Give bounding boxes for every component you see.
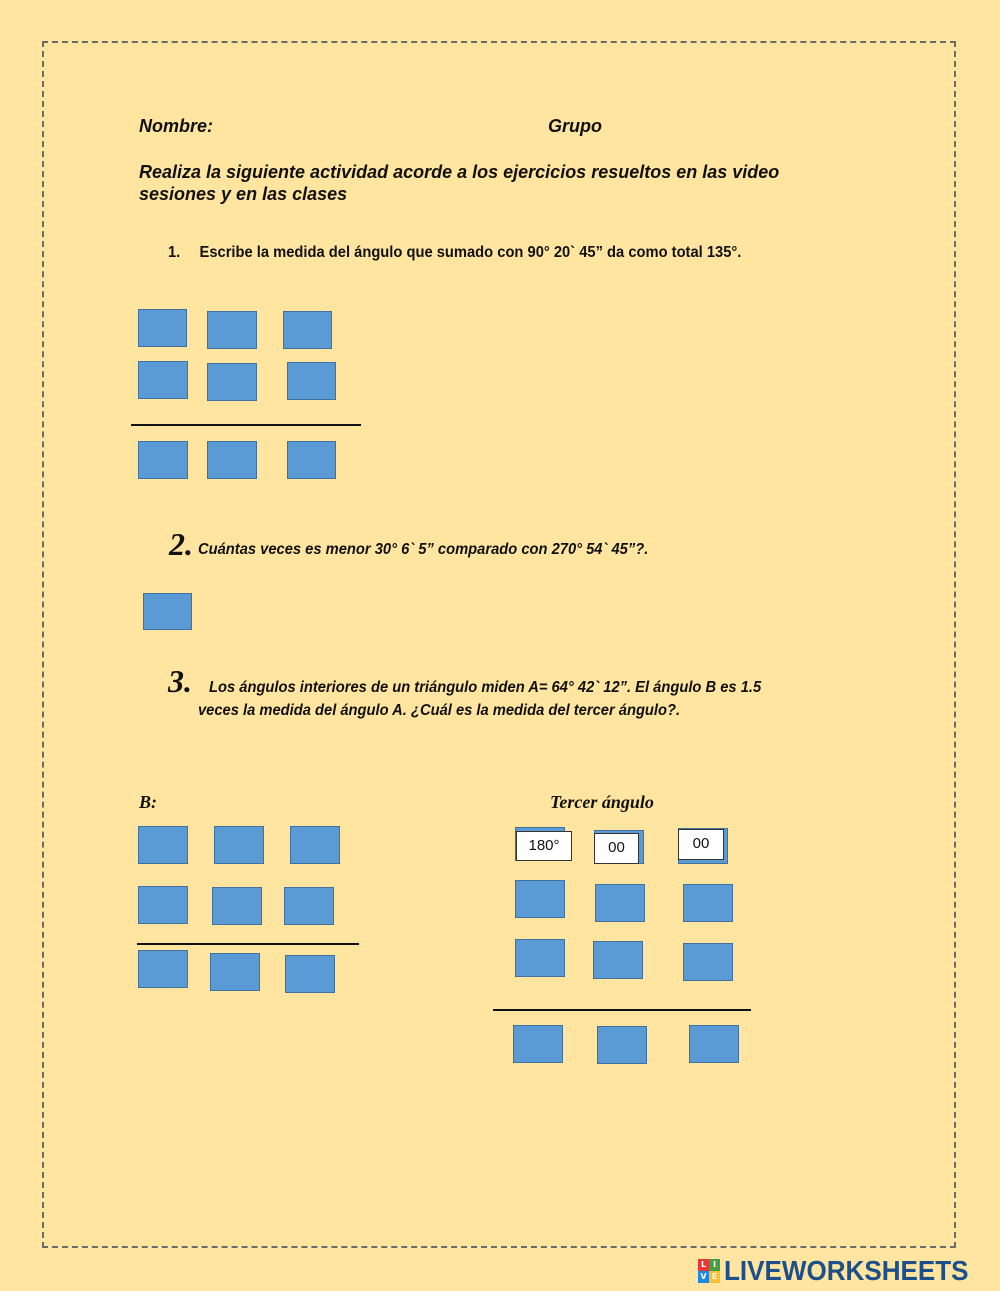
question-2-text: Cuántas veces es menor 30° 6` 5” comparado con 270° 54` 45”?. <box>198 541 649 558</box>
question-3-line-1: Los ángulos interiores de un triángulo miden A= 64° 42` 12”. El ángulo B es 1.5 <box>209 679 762 696</box>
question-2-number: 2. <box>169 526 193 562</box>
question-1-text: Escribe la medida del ángulo que sumado con 90° 20` 45” da como total 135°. <box>199 244 742 261</box>
b-answer-box[interactable] <box>138 886 188 924</box>
tercer-answer-box[interactable] <box>595 884 645 922</box>
b-answer-box[interactable] <box>212 887 262 925</box>
given-value-180: 180° <box>516 831 572 861</box>
tercer-answer-box[interactable] <box>515 939 565 977</box>
q1-answer-box[interactable] <box>207 311 257 349</box>
tercer-result-box[interactable] <box>597 1026 647 1064</box>
question-1 <box>168 244 741 262</box>
liveworksheets-logo-text: LIVEWORKSHEETS <box>724 1255 969 1286</box>
q1-answer-box[interactable] <box>207 363 257 401</box>
b-result-box[interactable] <box>210 953 260 991</box>
q2-answer-box[interactable] <box>143 593 192 630</box>
question-3-line-2: veces la medida del ángulo A. ¿Cuál es la medida del tercer ángulo?. <box>198 702 681 719</box>
tercer-result-box[interactable] <box>689 1025 739 1063</box>
q1-result-box[interactable] <box>287 441 336 479</box>
b-answer-box[interactable] <box>214 826 264 864</box>
tercer-answer-box[interactable] <box>683 943 733 981</box>
grupo-label: Grupo <box>548 116 602 136</box>
q1-result-box[interactable] <box>138 441 188 479</box>
b-answer-box[interactable] <box>138 826 188 864</box>
instructions-text: Realiza la siguiente actividad acorde a los ejercicios resueltos en las video sesiones y en las clases <box>139 162 780 204</box>
tercer-answer-box[interactable] <box>515 880 565 918</box>
liveworksheets-logo <box>698 1256 987 1286</box>
nombre-label: Nombre: <box>139 116 214 136</box>
q1-answer-box[interactable] <box>283 311 332 349</box>
q1-answer-box[interactable] <box>138 361 188 399</box>
page-border <box>42 41 956 1248</box>
liveworksheets-logo-icon: L I V E <box>698 1259 720 1283</box>
section-b-label: B: <box>139 792 157 812</box>
b-result-box[interactable] <box>285 955 335 993</box>
tercer-angulo-label: Tercer ángulo <box>550 792 654 812</box>
b-answer-box[interactable] <box>284 887 334 925</box>
question-3-number: 3. <box>168 663 192 699</box>
b-result-box[interactable] <box>138 950 188 988</box>
b-sum-line <box>137 943 359 945</box>
tercer-answer-box[interactable] <box>683 884 733 922</box>
q1-answer-box[interactable] <box>138 309 187 347</box>
tercer-result-box[interactable] <box>513 1025 563 1063</box>
tercer-answer-box[interactable] <box>593 941 643 979</box>
question-1-number: 1. <box>168 244 181 261</box>
q1-answer-box[interactable] <box>287 362 336 400</box>
q1-result-box[interactable] <box>207 441 257 479</box>
q1-sum-line <box>131 424 361 426</box>
tercer-sum-line <box>493 1009 751 1011</box>
given-value-minutes: 00 <box>594 833 639 864</box>
given-value-seconds: 00 <box>678 829 724 860</box>
b-answer-box[interactable] <box>290 826 340 864</box>
